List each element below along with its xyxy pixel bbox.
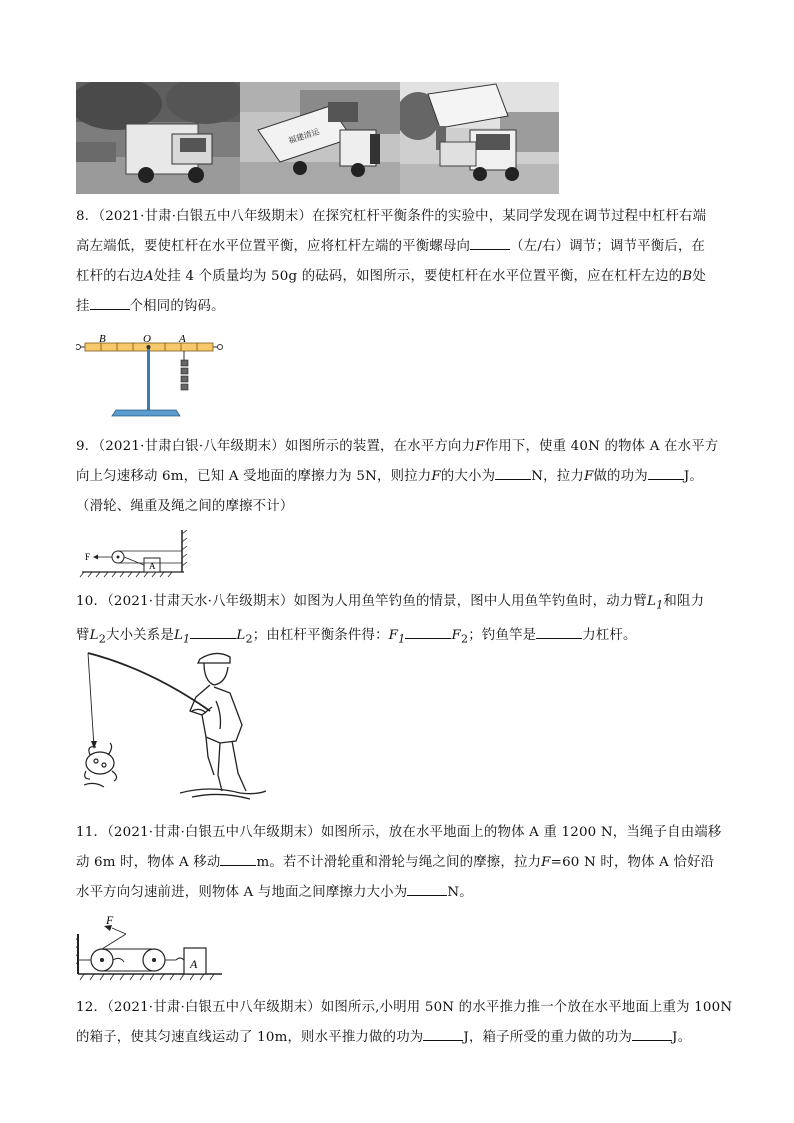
q10-number: 10． [76,594,108,609]
q11-block-label: A [190,957,198,971]
q12-source: （2021·甘肃·白银五中八年级期末） [107,1000,321,1015]
q10-text-2e: 力杠杆。 [582,627,637,643]
q10-source: （2021·甘肃天水·八年级期末） [107,594,294,609]
q10-line-1 [76,587,736,621]
q12-text-1: 如图所示,小明用 50N 的水平推力推一个放在水平地面上重为 100N [320,1000,733,1015]
q12-line-2 [76,1023,736,1053]
q9-text-2d: 做的功为 [593,469,648,484]
garbage-truck-photo-3 [400,82,559,194]
garbage-truck-photo-2 [240,82,400,194]
q11-text-3b: N。 [447,885,473,900]
q12-answer-blank-2[interactable] [632,1024,672,1041]
q11-force-f: F [541,855,551,870]
q8-line-3 [76,262,736,292]
q9-block-label: A [149,561,156,571]
q11-source: （2021·甘肃·白银五中八年级期末） [107,825,321,840]
question-11 [76,818,736,908]
question-9 [76,432,736,522]
q8-text-2a: 高左端低，要使杠杆在水平位置平衡，应将杠杆左端的平衡螺母向 [76,239,471,254]
q11-answer-blank-2[interactable] [407,879,447,896]
q8-text-2b: （左/右）调节；调节平衡后，在 [510,239,706,254]
q10-l2-subscript-2: 2 [245,632,253,646]
q10-f1-subscript: 1 [398,632,406,646]
q10-l2-symbol-2: L [236,627,246,643]
truck-side-text: 福建清运 [287,127,321,146]
q12-line-1 [76,993,736,1023]
q9-text-2b: 的大小为 [440,469,496,484]
q10-l2-symbol: L [89,627,99,643]
q12-number: 12． [76,1000,108,1015]
q11-text-1: 如图所示，放在水平地面上的物体 A 重 1200 N，当绳子自由端移 [320,825,722,840]
q11-line-1 [76,818,736,848]
q10-text-1a: 如图为人用鱼竿钓鱼的情景，图中人用鱼竿钓鱼时，动力臂 [293,594,647,609]
q11-text-2b: m。若不计滑轮重和滑轮与绳之间的摩擦，拉力 [256,855,542,870]
q9-source: （2021·甘肃白银·八年级期末） [98,439,285,454]
lever-label-o: O [143,334,151,345]
q10-f1-symbol: F [388,627,399,643]
q10-l1-symbol: L [646,594,657,609]
q10-text-2d: ；钓鱼竿是 [468,627,537,643]
q11-text-2a: 动 6m 时，物体 A 移动 [76,855,221,870]
q8-text-4b: 个相同的钩码。 [129,299,225,314]
q10-l1-symbol-2: L [173,627,184,643]
q10-answer-blank-2[interactable] [405,622,451,639]
q9-number: 9． [76,439,99,454]
q8-number: 8． [76,209,99,224]
q10-answer-blank-1[interactable] [190,622,236,639]
q9-text-2c: N，拉力 [531,469,584,484]
q8-text-1: 在探究杠杆平衡条件的实验中，某同学发现在调节过程中杠杆右端 [312,209,707,224]
lever-label-b: B [99,334,106,345]
pulley-diagram-q9 [78,530,190,578]
q8-point-b: B [682,269,693,284]
q10-answer-blank-3[interactable] [536,622,582,639]
q8-line-2 [76,232,736,262]
q8-text-4a: 挂 [76,299,90,314]
q11-text-3a: 水平方向匀速前进，则物体 A 与地面之间摩擦力大小为 [76,885,408,900]
q8-line-4 [76,292,736,322]
q8-point-a: A [143,269,154,284]
q9-line-2 [76,462,736,492]
pulley-diagram-q11 [76,912,226,984]
q8-source: （2021·甘肃·白银五中八年级期末） [98,209,313,224]
q10-f2-subscript: 2 [460,632,469,646]
q12-text-2a: 的箱子，使其匀速直线运动了 10m，则水平推力做的功为 [76,1030,424,1045]
q8-text-3c: 处 [692,269,706,284]
q11-line-3 [76,878,736,908]
q11-number: 11． [76,825,108,840]
q10-l1-subscript-2: 1 [183,632,191,646]
q10-f2-symbol: F [451,627,461,643]
q9-text-2a: 向上匀速移动 6m，已知 A 受地面的摩擦力为 5N，则拉力 [76,469,432,484]
q9-force-f: F [475,439,485,454]
q8-text-3a: 杠杆的右边 [76,269,144,284]
q9-force-f-3: F [583,469,594,484]
q10-text-1b: 和阻力 [663,594,705,609]
q9-line-3 [76,492,736,522]
q9-text-1a: 如图所示的装置，在水平方向力 [284,439,476,454]
q10-l1-subscript: 1 [656,598,664,612]
question-12 [76,993,736,1053]
q11-line-2 [76,848,736,878]
q10-l2-subscript: 2 [98,632,106,646]
q10-text-2b: 大小关系是 [106,627,174,643]
electric-vehicle-photo-1 [76,82,240,194]
q8-line-1 [76,202,736,232]
q8-answer-blank-1[interactable] [470,233,510,250]
q8-answer-blank-2[interactable] [90,293,130,310]
q12-text-2c: J。 [672,1030,692,1045]
lever-label-a: A [179,334,186,345]
q9-answer-blank-1[interactable] [495,463,531,480]
q9-line-1 [76,432,736,462]
q11-answer-blank-1[interactable] [220,849,256,866]
question-8 [76,202,736,322]
q10-text-2c: ；由杠杆平衡条件得： [252,627,389,643]
q12-answer-blank-1[interactable] [423,1024,463,1041]
q11-text-2c: =60 N 时，物体 A 恰好沿 [550,855,715,870]
q9-text-2e: J。 [683,469,703,484]
q9-answer-blank-2[interactable] [648,463,684,480]
q8-text-3b: 处挂 4 个质量均为 50g 的砝码，如图所示，要使杠杆在水平位置平衡，应在杠杆左边的 [153,269,683,284]
q9-text-3: （滑轮、绳重及绳之间的摩擦不计） [76,499,294,514]
fishing-diagram [80,645,270,801]
q9-text-1b: 作用下，使重 40N 的物体 A 在水平方 [484,439,719,454]
q11-force-label: F [106,913,114,927]
q9-force-label: F [85,552,91,562]
lever-diagram [76,334,226,420]
q12-text-2b: J，箱子所受的重力做的功为 [463,1030,633,1045]
q10-text-2a: 臂 [76,627,90,643]
q9-force-f-2: F [431,469,441,484]
